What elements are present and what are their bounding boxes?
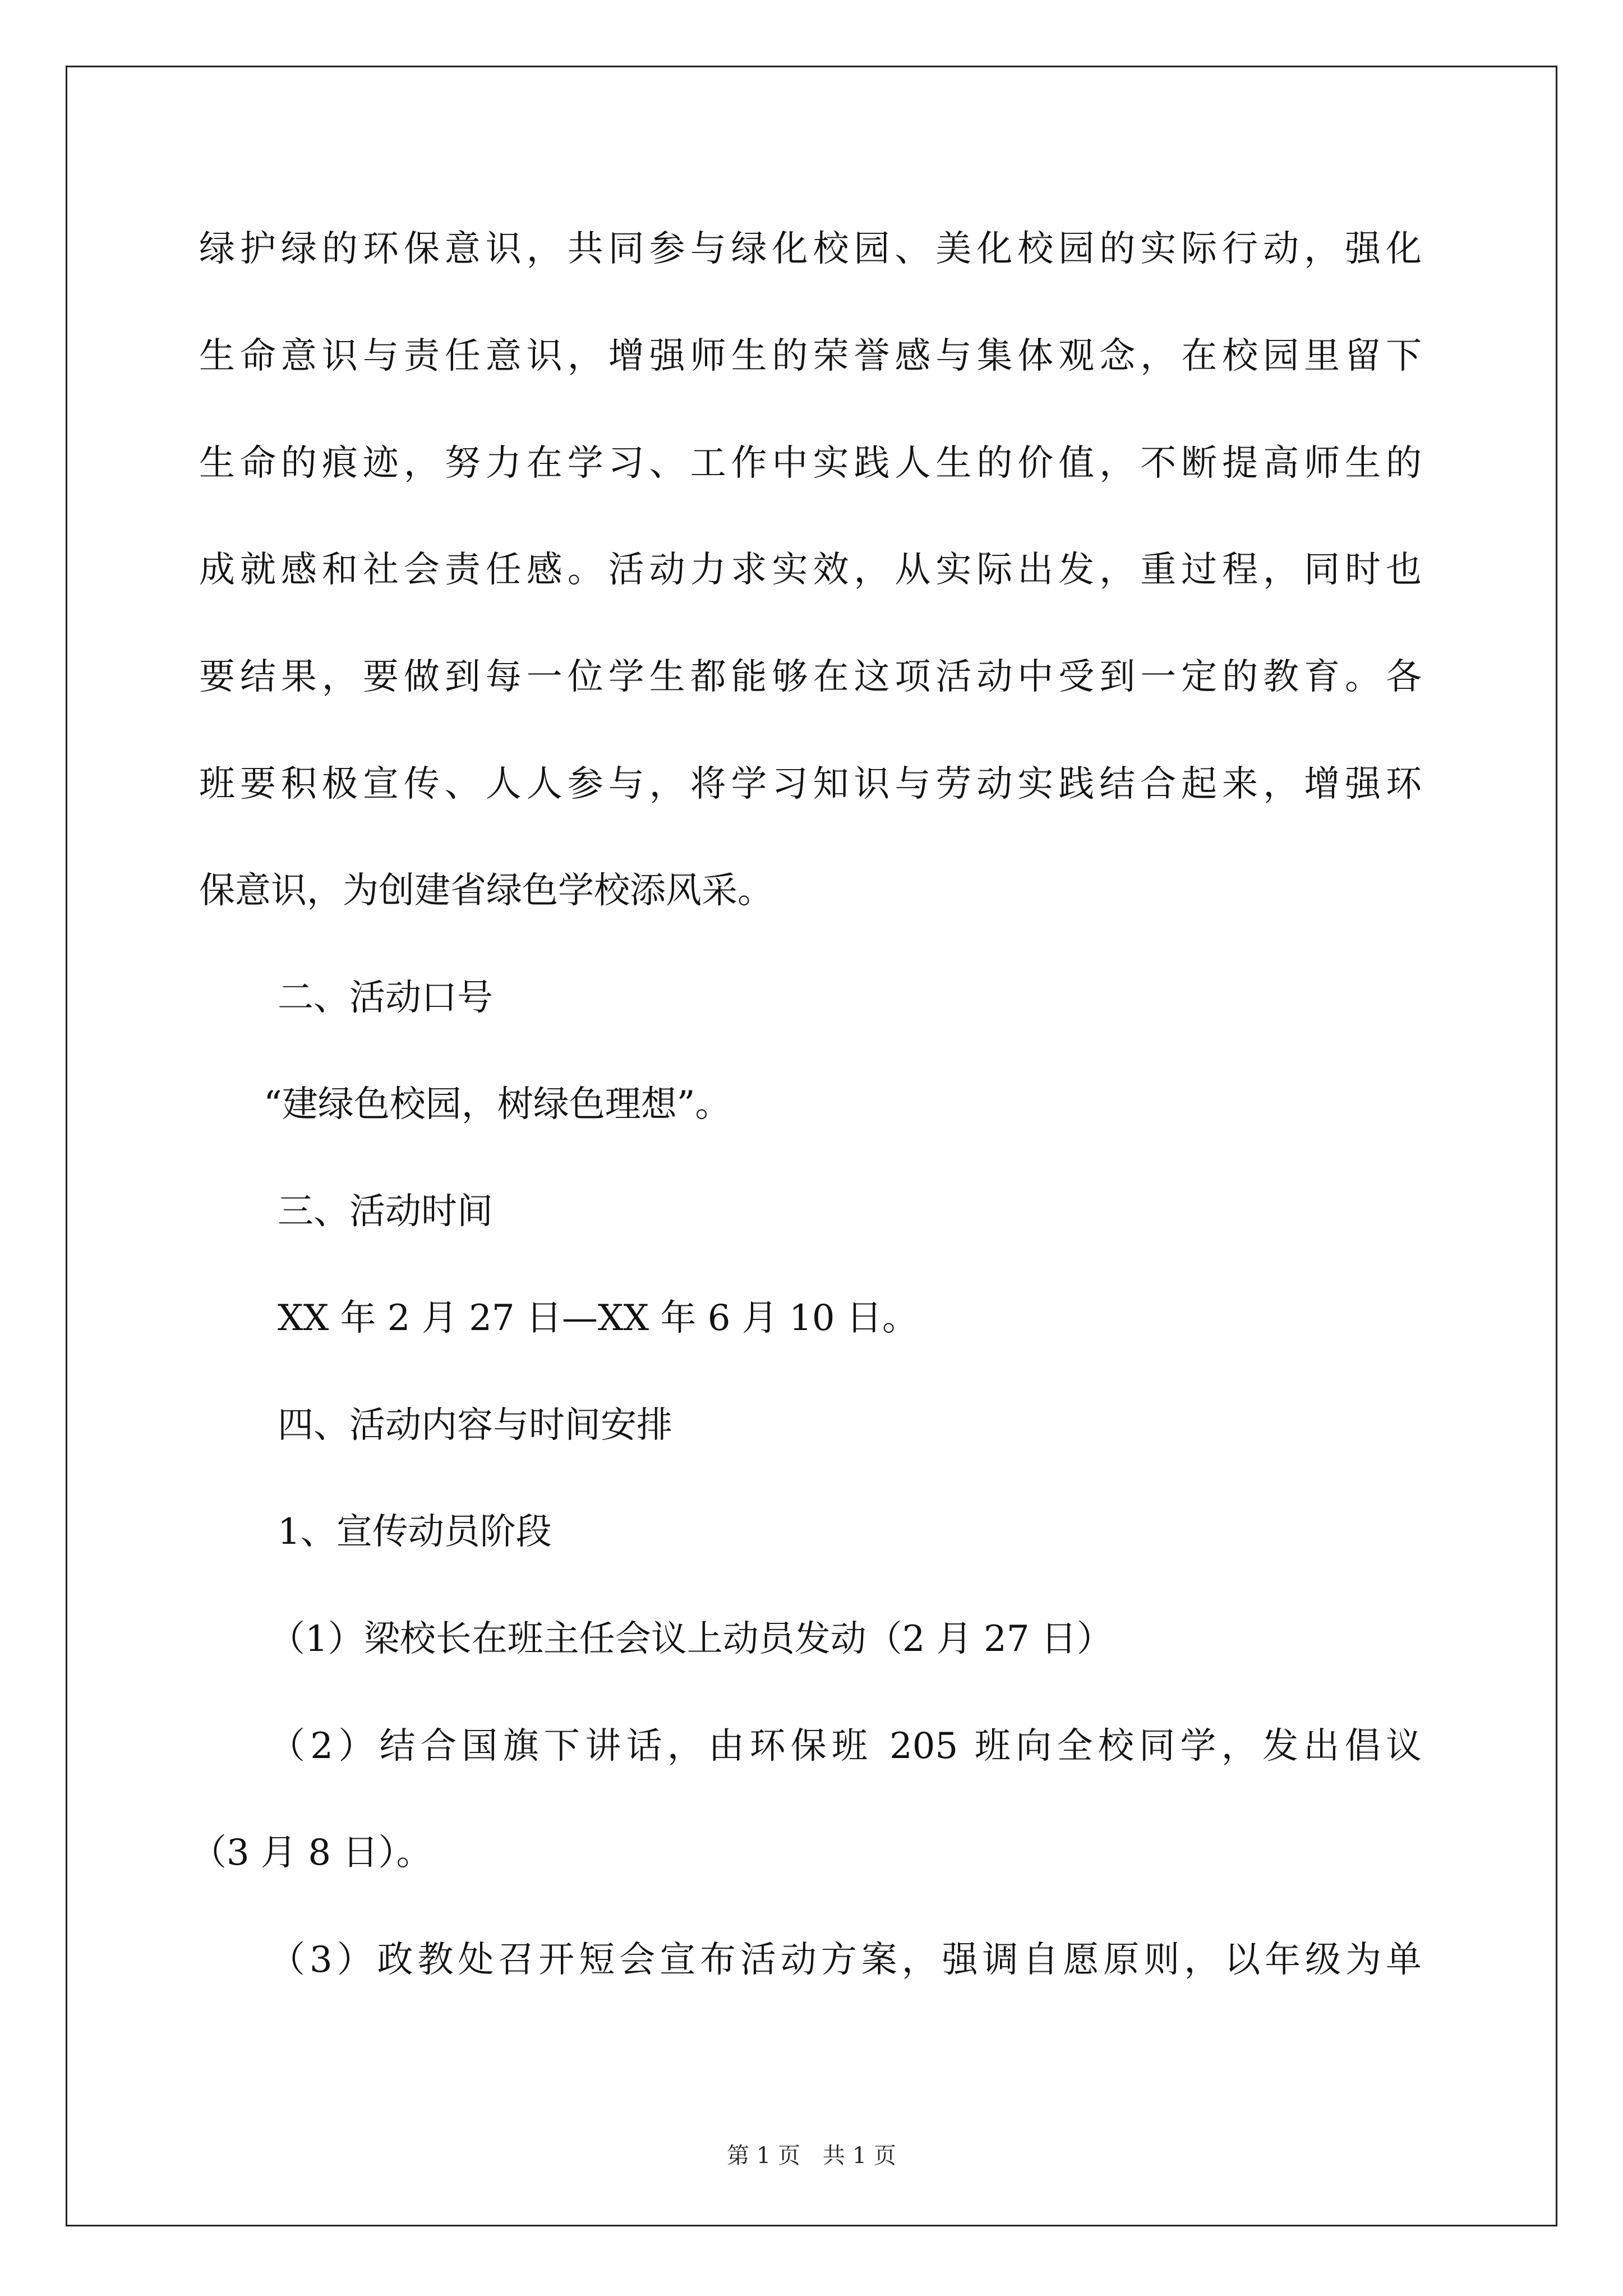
paragraph-line: 生命的痕迹，努力在学习、工作中实践人生的价值，不断提高师生的 (199, 443, 1422, 484)
list-item: （1）梁校长在班主任会议上动员发动（2 月 27 日） (269, 1618, 1113, 1660)
paragraph-line: 绿护绿的环保意识，共同参与绿化校园、美化校园的实际行动，强化 (199, 228, 1422, 270)
page-border (66, 66, 1557, 2226)
paragraph-line: 要结果，要做到每一位学生都能够在这项活动中受到一定的教育。各 (199, 656, 1422, 698)
section-heading: 三、活动时间 (278, 1191, 493, 1232)
paragraph-line: 保意识，为创建省绿色学校添风采。 (199, 870, 773, 912)
section-heading: 二、活动口号 (278, 977, 493, 1019)
date-range-text: XX 年 2 月 27 日—XX 年 6 月 10 日。 (278, 1297, 918, 1339)
slogan-text: “建绿色校园，树绿色理想”。 (264, 1084, 731, 1125)
paragraph-line: 生命意识与责任意识，增强师生的荣誉感与集体观念，在校园里留下 (199, 335, 1422, 377)
page-footer: 第 1 页 共 1 页 (727, 2143, 896, 2169)
paragraph-line: 成就感和社会责任感。活动力求实效，从实际出发，重过程，同时也 (199, 549, 1422, 591)
list-item-continuation: （3 月 8 日）。 (191, 1832, 432, 1874)
list-item: （2）结合国旗下讲话，由环保班 205 班向全校同学，发出倡议 (269, 1726, 1422, 1767)
subsection-heading: 1、宣传动员阶段 (278, 1511, 552, 1553)
paragraph-line: 班要积极宣传、人人参与，将学习知识与劳动实践结合起来，增强环 (199, 763, 1422, 805)
section-heading: 四、活动内容与时间安排 (278, 1405, 672, 1446)
list-item: （3）政教处召开短会宣布活动方案，强调自愿原则，以年级为单 (269, 1939, 1422, 1981)
